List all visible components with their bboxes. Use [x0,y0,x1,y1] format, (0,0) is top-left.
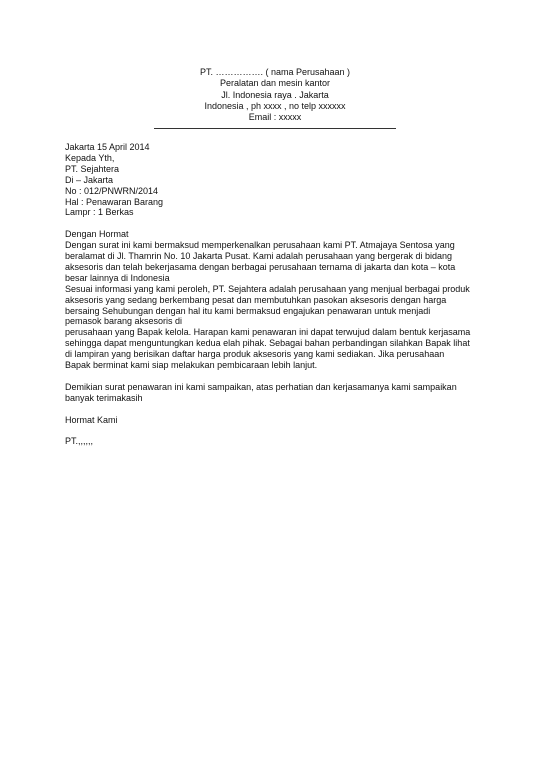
salutation: Dengan Hormat [65,229,129,240]
paragraph-line: aksesoris dan telah bekerjasama dengan berbagai perusahaan ternama di jakarta dan kota – kota [65,261,456,272]
closing-paragraph [65,382,490,404]
paragraph-line: Sesuai informasi yang kami peroleh, PT. Sejahtera adalah perusahaan yang menjual berbagai produk [65,283,470,294]
company-business: Peralatan dan mesin kantor [219,78,331,89]
letter-attachment: Lampr : 1 Berkas [65,207,134,218]
closing-regards: Hormat Kami [65,414,118,425]
spacer [65,218,490,229]
paragraph-line: bersaing Sehubungan dengan hal itu kami bermaksud engajukan penawaran untuk menjadi [65,305,431,316]
paragraph-line: besar lainnya di Indonesia [65,272,170,283]
header-block [65,142,490,218]
letterhead-divider [154,128,396,129]
paragraph-line: beralamat di Jl. Thamrin No. 10 Jakarta Pusat. Kami adalah perusahaan yang bergerak di bidang [65,251,453,262]
paragraph-line: Dengan surat ini kami bermaksud memperkenalkan perusahaan kami PT. Atmajaya Sentosa yang [65,240,455,251]
paragraph-line: perusahaan yang Bapak kelola. Harapan kami penawaran ini dapat terwujud dalam bentuk kerjasama [65,327,471,338]
paragraph-line: di lampiran yang berisikan daftar harga produk aksesoris yang kami sediakan. Jika perusahaan [65,349,445,360]
recipient-location: Di – Jakarta [65,174,114,185]
spacer [65,404,490,415]
paragraph-line: Bapak berminat kami siap melakukan pembicaraan lebih lanjut. [65,360,318,371]
paragraph-line: sehingga dapat menguntungkan kedua elah pihak. Sebagai bahan perbandingan silahkan Bapak lihat [65,338,470,349]
paragraph-line: Demikian surat penawaran ini kami sampaikan, atas perhatian dan kerjasamanya kami sampaikan [65,381,457,392]
recipient-greeting: Kepada Yth, [65,152,115,163]
company-street: Jl. Indonesia raya . Jakarta [221,89,329,100]
paragraph-line: banyak terimakasih [65,392,143,403]
letterhead [0,67,550,123]
letter-subject: Hal : Penawaran Barang [65,196,164,207]
letter-date: Jakarta 15 April 2014 [65,142,150,152]
spacer [65,371,490,382]
paragraph-line: pemasok barang aksesoris di [65,316,183,327]
body-paragraph [65,240,490,371]
spacer [65,426,490,437]
company-name: PT. ……………. ( nama Perusahaan ) [199,67,351,77]
signature: PT.,,,,,, [65,436,94,447]
recipient-name: PT. Sejahtera [65,163,120,174]
paragraph-line: aksesoris yang sedang berkembang pesat dan membutuhkan pasokan aksesoris dengan harga [65,294,447,305]
letter-body [65,142,490,447]
company-email: Email : xxxxx [248,112,302,123]
letter-number: No : 012/PNWRN/2014 [65,185,159,196]
company-contact: Indonesia , ph xxxx , no telp xxxxxx [204,100,346,111]
